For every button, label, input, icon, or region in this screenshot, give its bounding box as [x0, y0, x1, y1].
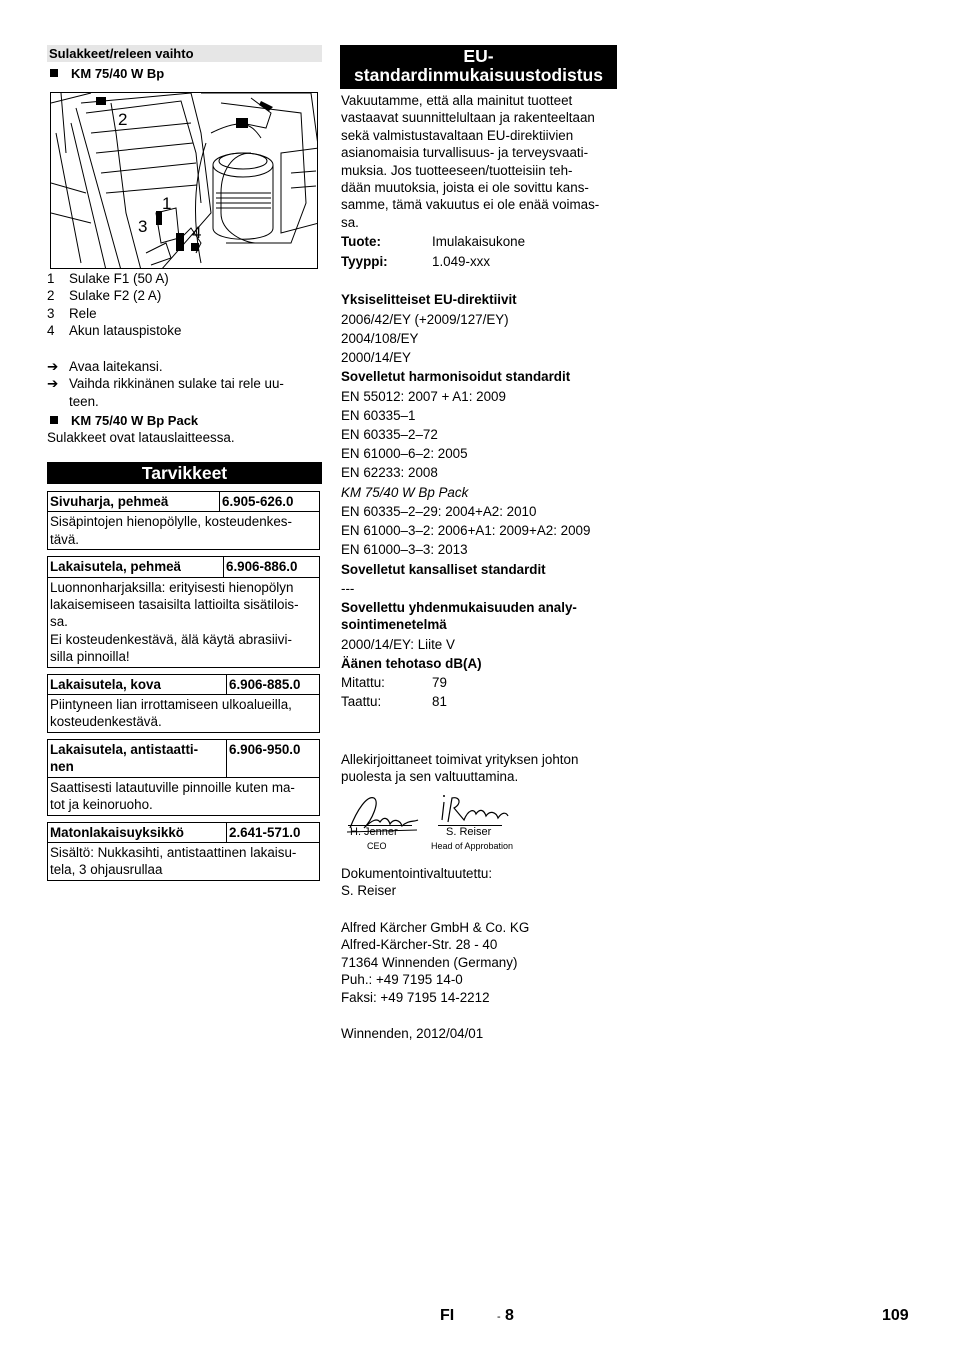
accessory-desc: Luonnonharjaksilla: erityisesti hienopölyn lakaisemiseen tasaisilta lattioilta sisätilois- sa. Ei kosteudenkestävä, älä käytä abrasiivi- silla pinnoilla!	[48, 577, 320, 667]
directives-heading: Yksiselitteiset EU-direktiivit	[341, 292, 517, 308]
standard-item: EN 61000–3–2: 2006+A1: 2009+A2: 2009	[341, 523, 591, 539]
model-1-label: KM 75/40 W Bp	[71, 66, 165, 81]
harmonised-heading: Sovelletut harmonisoidut standardit	[341, 369, 571, 385]
accessory-name: Lakaisutela, kova	[48, 674, 227, 694]
signer1-name: H. Jenner	[350, 826, 398, 838]
figure-label-1: 1	[162, 194, 172, 213]
accessory-table	[47, 674, 320, 733]
figure-legend	[47, 270, 322, 340]
sound-heading: Äänen tehotaso dB(A)	[341, 655, 482, 671]
step-item: ➔ Vaihda rikkinänen sulake tai rele uu-	[47, 376, 284, 392]
accessory-code: 6.906-886.0	[224, 557, 320, 577]
guaranteed-row: Taattu: 81	[341, 694, 447, 710]
figure-label-4: 4	[192, 223, 202, 242]
pack-label: KM 75/40 W Bp Pack	[341, 484, 469, 500]
company-address: Alfred Kärcher GmbH & Co. KG Alfred-Kärcher-Str. 28 - 40 71364 Winnenden (Germany) Puh.: +49 7195 14-0 Faksi: +49 7195 14-2212	[341, 920, 530, 1005]
model-2-item	[50, 412, 198, 429]
step-item: ➔ Avaa laitekansi.	[47, 359, 163, 374]
signer2-title: Head of Approbation	[431, 841, 514, 851]
step-continuation: teen.	[69, 393, 99, 409]
directive-item: 2000/14/EY	[341, 349, 411, 365]
type-row: Tyyppi: 1.049-xxx	[341, 253, 491, 269]
directive-item: 2004/108/EY	[341, 330, 419, 346]
signatures	[342, 790, 532, 856]
doc-authority: Dokumentointivaltuutettu: S. Reiser	[341, 866, 493, 899]
measured-row: Mitattu: 79	[341, 674, 447, 690]
fuse-figure	[50, 92, 318, 269]
accessory-code: 6.905-626.0	[220, 492, 320, 512]
accessory-desc: Sisäpintojen hienopölylle, kosteudenkes- tävä.	[48, 512, 320, 550]
standard-item: EN 62233: 2008	[341, 465, 438, 481]
standard-item: EN 61000–3–3: 2013	[341, 542, 468, 558]
machine-illustration	[51, 93, 318, 269]
declaration-body	[341, 92, 621, 711]
accessory-desc: Sisältö: Nukkasihti, antistaattinen lakaisu- tela, 3 ohjausrullaa	[48, 842, 320, 880]
footer-separator: -	[497, 1311, 501, 1323]
fuse-heading: Sulakkeet/releen vaihto	[47, 45, 322, 62]
legend-item: 4 Akun latauspistoke	[47, 323, 182, 339]
footer-lang: FI	[440, 1307, 455, 1324]
accessory-code: 2.641-571.0	[227, 822, 320, 842]
legend-item: 1 Sulake F1 (50 A)	[47, 271, 169, 286]
accessory-desc: Piintyneen lian irrottamiseen ulkoalueilla, kosteudenkestävä.	[48, 695, 320, 733]
legend-item: 2 Sulake F2 (2 A)	[47, 288, 162, 304]
standard-item: EN 60335–1	[341, 407, 416, 423]
signature-reiser	[434, 790, 514, 830]
bullet-square-icon	[50, 416, 58, 424]
accessories-heading: Tarvikkeet	[47, 462, 322, 484]
product-row: Tuote: Imulakaisukone	[341, 234, 526, 250]
accessory-desc: Saattisesti latautuville pinnoille kuten ma- tot ja keinoruoho.	[48, 777, 320, 815]
accessory-code: 6.906-885.0	[227, 674, 320, 694]
accessory-table	[47, 822, 320, 881]
accessory-name: Sivuharja, pehmeä	[48, 492, 220, 512]
model-2-label: KM 75/40 W Bp Pack	[71, 413, 199, 428]
national-value: ---	[341, 580, 355, 596]
directive-item: 2006/42/EY (+2009/127/EY)	[341, 311, 509, 327]
model-1-item	[50, 65, 164, 82]
standard-item: EN 60335–2–72	[341, 427, 438, 443]
accessory-name: Lakaisutela, pehmeä	[48, 557, 224, 577]
steps	[47, 358, 322, 410]
signer1-title: CEO	[367, 841, 387, 851]
standard-item: EN 55012: 2007 + A1: 2009	[341, 388, 506, 404]
standard-item: EN 60335–2–29: 2004+A2: 2010	[341, 503, 537, 519]
arrow-right-icon: ➔	[47, 376, 59, 392]
legend-item: 3 Rele	[47, 305, 97, 321]
accessories-tables	[47, 491, 320, 881]
accessory-name: Lakaisutela, antistaatti- nen	[48, 739, 227, 777]
footer-page-number: 109	[882, 1307, 909, 1324]
arrow-right-icon: ➔	[47, 359, 59, 374]
footer-local-page: 8	[505, 1307, 514, 1324]
figure-label-3: 3	[138, 217, 148, 236]
place-date: Winnenden, 2012/04/01	[341, 1026, 484, 1041]
eu-declaration-heading: EU- standardinmukaisuustodistus	[340, 45, 617, 89]
standard-item: EN 61000–6–2: 2005	[341, 446, 468, 462]
national-heading: Sovelletut kansalliset standardit	[341, 561, 546, 577]
signer2-name: S. Reiser	[446, 826, 492, 838]
bullet-square-icon	[50, 69, 58, 77]
figure-label-2: 2	[118, 110, 128, 129]
conformity-value: 2000/14/EY: Liite V	[341, 636, 455, 652]
accessory-name: Matonlakaisuyksikkö	[48, 822, 227, 842]
signers-text: Allekirjoittaneet toimivat yrityksen johton puolesta ja sen valtuuttamina.	[341, 752, 579, 785]
conformity-heading: Sovellettu yhdenmukaisuuden analy- sointimenetelmä	[341, 599, 577, 633]
accessory-code: 6.906-950.0	[227, 739, 320, 777]
intro-paragraph: Vakuutamme, että alla mainitut tuotteet vastaavat suunnittelultaan ja rakenteeltaan sekä valmistustavaltaan EU-direktiivien asianomaisia turvallisuus- ja terveysvaati- muksia. Jos tuotteeseen/tuotteisiin teh- dään muutoksia, joista ei ole sovittu kans- samme, tämä vakuutus ei ole enää voimas- sa.	[341, 93, 600, 230]
model-2-note: Sulakkeet ovat latauslaitteessa.	[47, 430, 235, 445]
accessory-table	[47, 739, 320, 816]
accessory-table	[47, 491, 320, 550]
accessory-table	[47, 556, 320, 667]
